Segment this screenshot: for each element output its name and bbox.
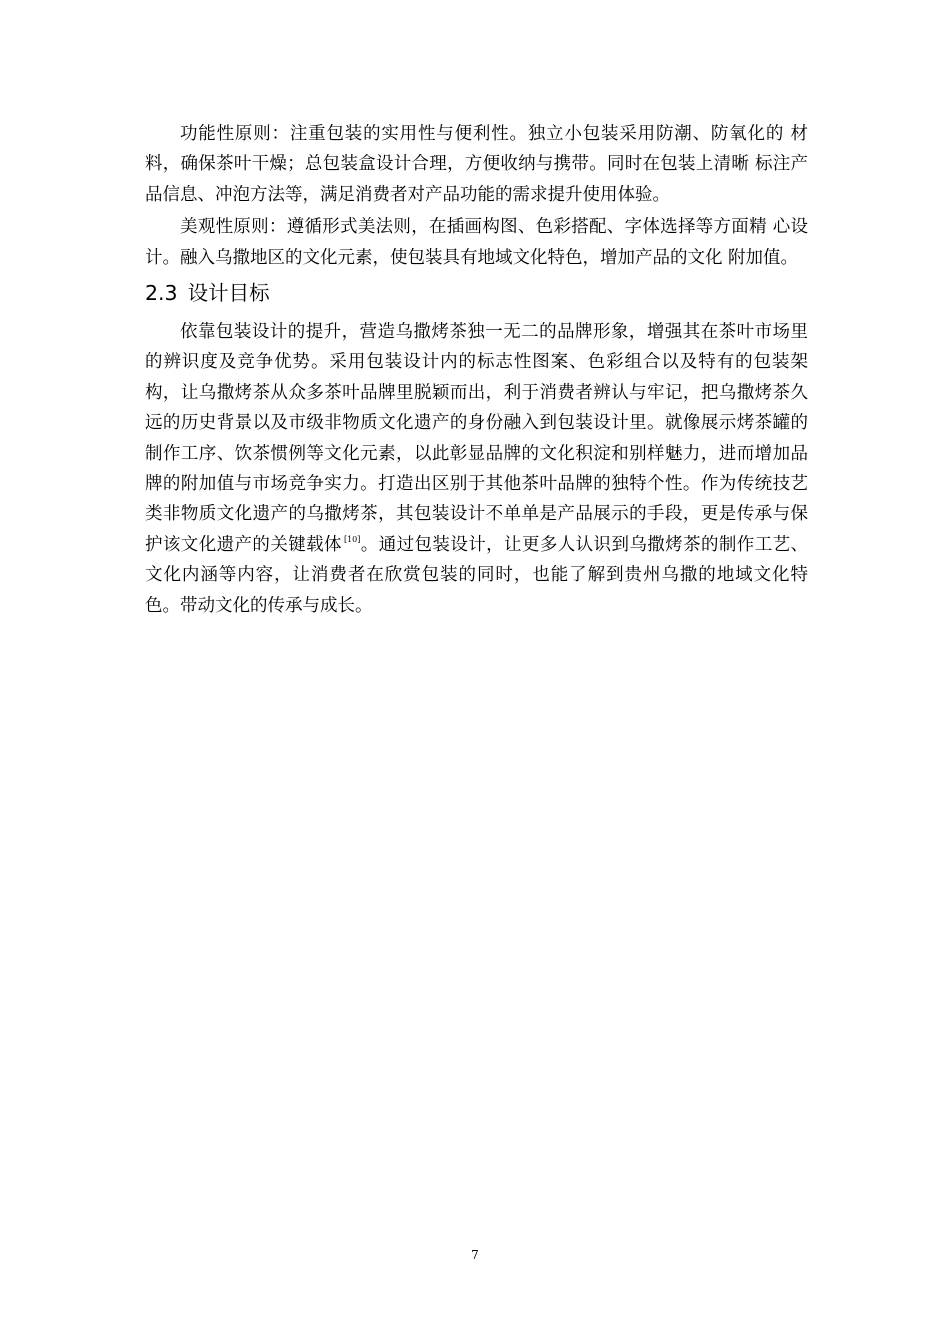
page-content xyxy=(145,119,808,621)
paragraph-aesthetic-principle: 美观性原则：遵循形式美法则，在插画构图、色彩搭配、字体选择等方面精 心设计。融入乌撒地区的文化元素，使包装具有地域文化特色，增加产品的文化 附加值。 xyxy=(145,217,808,268)
paragraph-functionality-principle: 功能性原则：注重包装的实用性与便利性。独立小包装采用防潮、防氧化的 材料，确保茶叶干燥；总包装盒设计合理，方便收纳与携带。同时在包装上清晰 标注产品信息、冲泡方法等，满足消费者对产品功能的需求提升使用体验。 xyxy=(145,124,808,205)
design-goals-text-part1: 依靠包装设计的提升，营造乌撒烤茶独一无二的品牌形象，增强其在茶叶市场里的辨识度及竞争优势。采用包装设计内的标志性图案、色彩组合以及特有的包装架构，让乌撒烤茶从众多茶叶品牌里脱颖而出，利于消费者辨认与牢记，把乌撒烤茶久远的历史背景以及市级非物质文化遗产的身份融入到包装设计里。就像展示烤茶罐的制作工序、饮茶惯例等文化元素，以此彰显品牌的文化积淀和别样魅力，进而增加品牌的附加值与市场竞争实力。打造出区别于其他茶叶品牌的独特个性。作为传统技艺类非物质文化遗产的乌撒烤茶，其包装设计不单单是产品展示的手段，更是传承与保护该文化遗产的关键载体 xyxy=(145,322,808,555)
section-title: 设计目标 xyxy=(187,281,270,306)
citation-reference: [10] xyxy=(343,534,361,544)
section-number: 2.3 xyxy=(145,281,178,306)
page-number: 7 xyxy=(471,1248,479,1262)
paragraph-design-goals xyxy=(145,317,808,621)
section-heading xyxy=(145,275,808,311)
design-goals-text-part2: 。通过包装设计，让更多人认识到乌撒烤茶的制作工艺、文化内涵等内容，让消费者在欣赏包装的同时，也能了解到贵州乌撒的地域文化特色。带动文化的传承与成长。 xyxy=(145,534,809,616)
